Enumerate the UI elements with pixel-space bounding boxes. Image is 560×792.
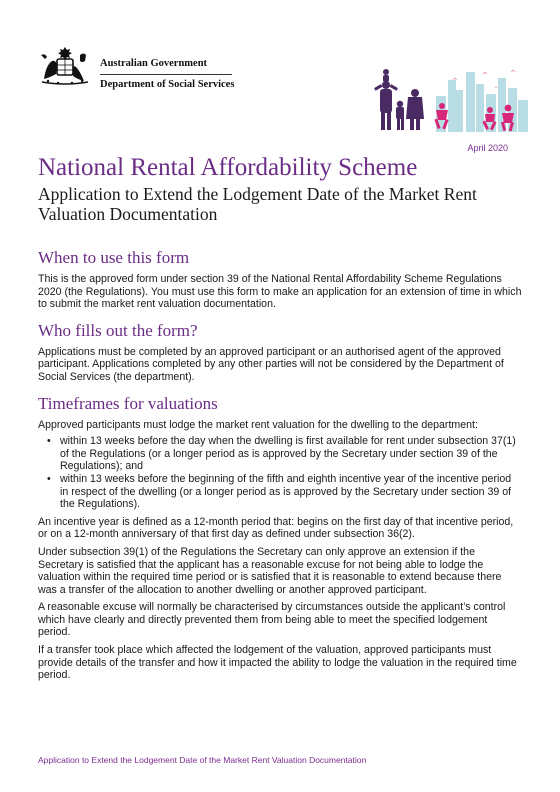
timeframes-list [38,435,522,511]
gov-name: Australian Government [100,58,208,69]
family-city-skyline-illustration [370,66,530,132]
timeframes-intro: Approved participants must lodge the market rent valuation for the dwelling to the department: [38,418,478,431]
extension-criteria: Under subsection 39(1) of the Regulations the Secretary can only approve an extension if the Secretary is satisfied that the applicant has a reasonable excuse for not being able to lodge the valuation within the required time period or is satisfied that it is reasonable to extend because there was a transfer of the allocation to another dwelling or another approved participant. [38,545,502,596]
reasonable-excuse: A reasonable excuse will normally be characterised by circumstances outside the applicant’s control which have clearly and directly prevented them from being able to meet the specified lodgement period. [38,601,506,639]
coat-of-arms-icon [38,45,92,85]
section-body-who: Applications must be completed by an approved participant or an authorised agent of the approved participant. Applications completed by any other parties will not be considered by the Department of Social Services (the department). [38,345,504,383]
page-footer: Application to Extend the Lodgement Date of the Market Rent Valuation Documentation [38,755,367,765]
gov-divider [100,74,232,75]
list-item [47,435,522,473]
section-heading-when: When to use this form [38,248,190,267]
document-body [38,248,522,682]
transfer-details: If a transfer took place which affected the lodgement of the valuation, approved participants must provide details of the transfer and how it impacted the ability to lodge the valuation in the required time period. [38,644,517,682]
department-name: Department of Social Services [100,79,235,90]
publication-date: April 2020 [467,143,508,153]
list-item [47,472,522,511]
bullet-icon: • [47,472,51,485]
bullet-icon: • [47,435,51,448]
document-subtitle: Application to Extend the Lodgement Date of the Market Rent Valuation Documentation [38,184,477,224]
section-body-when: This is the approved form under section 39 of the National Rental Affordability Scheme Regulations 2020 (the Regulations). You must use this form to make an application for an extension of time in which to submit the market rent valuation documentation. [38,273,522,311]
government-branding [100,58,234,91]
list-item-text: within 13 weeks before the beginning of the fifth and eighth incentive year of the incentive period in respect of the dwelling (or a longer period as is approved by the Secretary under section 39 of the Regulations). [60,472,512,511]
incentive-year-definition: An incentive year is defined as a 12-month period that: begins on the first day of that incentive period, or on a 12-month anniversary of that first day as defined under subsection 36(2). [38,515,514,541]
section-heading-who: Who fills out the form? [38,320,198,340]
document-title: National Rental Affordability Scheme [38,154,418,181]
section-heading-timeframes: Timeframes for valuations [38,393,218,413]
page-header [0,0,560,153]
list-item-text: within 13 weeks before the day when the dwelling is first available for rent under subsection 37(1) of the Regulations (or a longer period as is approved by the Secretary under section 39 of the Regulations); and [60,435,516,473]
